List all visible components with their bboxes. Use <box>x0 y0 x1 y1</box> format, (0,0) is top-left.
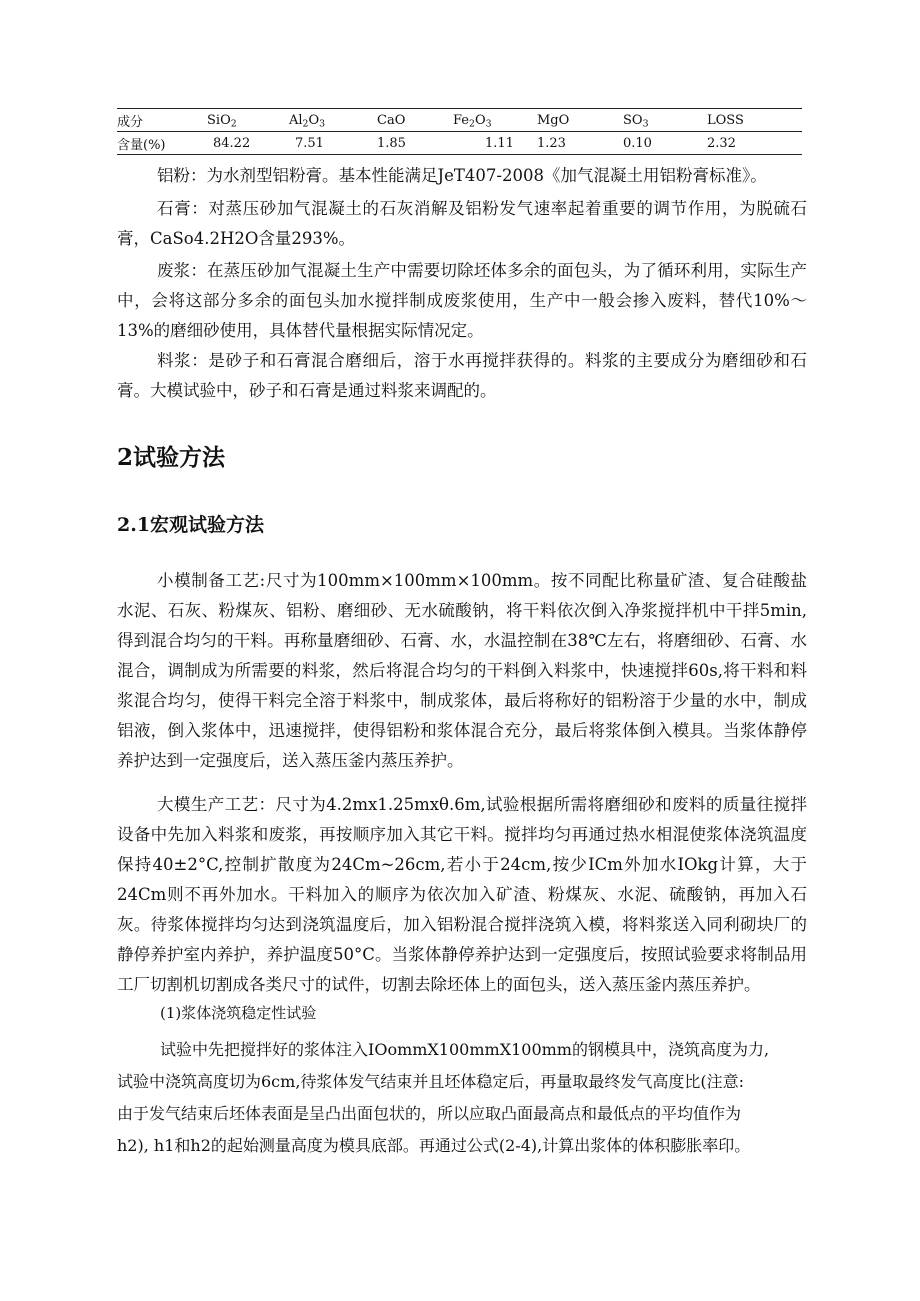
table-cell: 0.10 <box>623 132 707 155</box>
composition-table <box>117 108 802 155</box>
small-mold-paragraph: 小模制备工艺:尺寸为100mm×100mm×100mm。按不同配比称量矿渣、复合硅酸盐水泥、石灰、粉煤灰、铝粉、磨细砂、无水硫酸钠，将干料依次倒入净浆搅拌机中干拌5min,得到混合均匀的干料。再称量磨细砂、石膏、水，水温控制在38℃左右，将磨细砂、石膏、水混合，调制成为所需要的料浆，然后将混合均匀的干料倒入料浆中，快速搅拌60s,将干料和料浆混合均匀，使得干料完全溶于料浆中，制成浆体，最后将称好的铝粉溶于少量的水中，制成铝液，倒入浆体中，迅速搅拌，使得铝粉和浆体混合充分，最后将浆体倒入模具。当浆体静停养护达到一定强度后，送入蒸压釜内蒸压养护。 <box>117 571 807 770</box>
stability-line-3: 由于发气结束后坯体表面是呈凸出面包状的，所以应取凸面最高点和最低点的平均值作为 <box>117 1104 742 1123</box>
large-mold-paragraph: 大模生产工艺：尺寸为4.2mx1.25mxθ.6m,试验根据所需将磨细砂和废料的质量往搅拌设备中先加入料浆和废浆，再按顺序加入其它干料。搅拌均匀再通过热水相混使浆体浇筑温度保持40±2°C,控制扩散度为24Cm~26cm,若小于24cm,按少ICm外加水IOkg计算，大于24Cm则不再外加水。干料加入的顺序为依次加入矿渣、粉煤灰、水泥、硫酸钠，再加入石灰。待浆体搅拌均匀达到浇筑温度后，加入铝粉混合搅拌浇筑入模，将料浆送入同利砌块厂的静停养护室内养护，养护温度50°C。当浆体静停养护达到一定强度后，按照试验要求将制品用工厂切割机切割成各类尺寸的试件，切割去除坯体上的面包头，送入蒸压釜内蒸压养护。 <box>117 795 807 994</box>
aluminum-paragraph: 铝粉：为水剂型铝粉膏。基本性能满足JeT407-2008《加气混凝土用铝粉膏标准》。 <box>157 166 767 185</box>
stability-line-4: h2), h1和h2的起始测量高度为模具底部。再通过公式(2-4),计算出浆体的体积膨胀率印。 <box>117 1136 751 1155</box>
table-header-cell: $SO_3$ <box>623 109 707 132</box>
table-cell: 1.11 <box>453 132 537 155</box>
table-header-cell: 成分 <box>117 109 207 132</box>
table-header-cell: CaO <box>377 109 453 132</box>
table-cell: 1.85 <box>377 132 453 155</box>
table-cell: 7.51 <box>289 132 377 155</box>
material-slurry-paragraph: 料浆：是砂子和石膏混合磨细后，溶于水再搅拌获得的。料浆的主要成分为磨细砂和石膏。大模试验中，砂子和石膏是通过料浆来调配的。 <box>117 351 807 400</box>
waste-slurry-paragraph: 废浆：在蒸压砂加气混凝土生产中需要切除坯体多余的面包头，为了循环利用，实际生产中，会将这部分多余的面包头加水搅拌制成废浆使用，生产中一般会掺入废料，替代10%～13%的磨细砂使用，具体替代量根据实际情况定。 <box>117 261 807 340</box>
stability-line-1: 试验中先把搅拌好的浆体注入IOommX100mmX100mm的钢模具中，浇筑高度为力, <box>160 1040 770 1059</box>
table-row <box>117 132 802 155</box>
stability-test-heading: (1)浆体浇筑稳定性试验 <box>160 1004 317 1022</box>
table-header-cell: $Fe_2O_3$ <box>453 109 537 132</box>
table-cell: 1.23 <box>537 132 623 155</box>
subsection-heading: 2.1宏观试验方法 <box>117 514 265 536</box>
table-cell: 2.32 <box>707 132 802 155</box>
table-cell: 84.22 <box>207 132 289 155</box>
table-header-cell: LOSS <box>707 109 802 132</box>
section-heading: 2试验方法 <box>117 444 226 471</box>
gypsum-paragraph: 石膏：对蒸压砂加气混凝土的石灰消解及铝粉发气速率起着重要的调节作用，为脱硫石膏，CaSo4.2H2O含量293%。 <box>117 199 807 248</box>
table-row-label: 含量(%) <box>117 132 207 155</box>
table-header-cell: $Al_2O_3$ <box>289 109 377 132</box>
table-header-cell: MgO <box>537 109 623 132</box>
table-header-row <box>117 109 802 132</box>
table-header-cell: SiO$_2$ <box>207 109 289 132</box>
stability-line-2: 试验中浇筑高度切为6cm,待浆体发气结束并且坯体稳定后，再量取最终发气高度比(注意: <box>117 1072 745 1091</box>
